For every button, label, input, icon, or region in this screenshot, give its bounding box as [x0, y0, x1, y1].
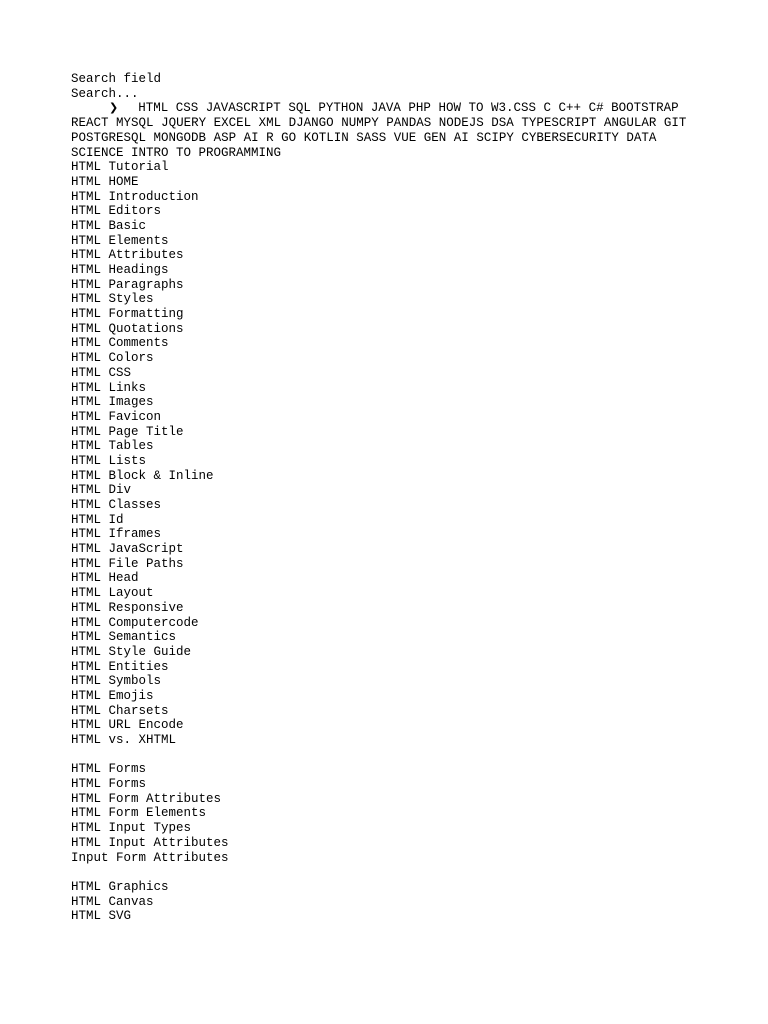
sidebar-item-html-id[interactable]: HTML Id [71, 512, 124, 527]
sidebar-item-html-formatting[interactable]: HTML Formatting [71, 307, 184, 322]
search-field-label: Search field [71, 72, 162, 86]
sidebar-item-html-elements[interactable]: HTML Elements [71, 233, 169, 248]
sidebar-section-tutorial [71, 160, 701, 748]
section-heading-tutorial: HTML Tutorial [71, 160, 169, 175]
nav-link-cybersecurity[interactable]: CYBERSECURITY [521, 130, 619, 145]
spacer [71, 865, 701, 880]
nav-link-typescript[interactable]: TYPESCRIPT [521, 116, 597, 131]
sidebar-item-html-vs-xhtml[interactable]: HTML vs. XHTML [71, 733, 177, 748]
sidebar-item-html-emojis[interactable]: HTML Emojis [71, 688, 154, 703]
nav-link-mysql[interactable]: MYSQL [116, 116, 154, 131]
nav-link-react[interactable]: REACT [71, 116, 109, 131]
nav-link-dsa[interactable]: DSA [491, 116, 514, 131]
sidebar-item-html-tables[interactable]: HTML Tables [71, 439, 154, 454]
nav-link-sql[interactable]: SQL [288, 101, 311, 116]
nav-link-w3-css[interactable]: W3.CSS [490, 101, 536, 116]
nav-link-postgresql[interactable]: POSTGRESQL [71, 130, 147, 145]
nav-link-php[interactable]: PHP [408, 101, 431, 116]
nav-link-angular[interactable]: ANGULAR [603, 116, 657, 131]
sidebar-section-forms [71, 762, 701, 865]
sidebar-item-html-symbols[interactable]: HTML Symbols [71, 674, 162, 689]
nav-link-data-science[interactable]: DATA SCIENCE [71, 130, 657, 160]
sidebar-item-html-charsets[interactable]: HTML Charsets [71, 703, 169, 718]
nav-link-bootstrap[interactable]: BOOTSTRAP [611, 101, 679, 116]
sidebar-item-html-quotations[interactable]: HTML Quotations [71, 321, 184, 336]
nav-link-vue[interactable]: VUE [393, 130, 417, 145]
sidebar-item-html-input-attributes[interactable]: HTML Input Attributes [71, 835, 229, 850]
sidebar-item-html-home[interactable]: HTML HOME [71, 174, 139, 189]
tutorial-list [71, 175, 701, 748]
nav-link-javascript[interactable]: JAVASCRIPT [205, 101, 281, 116]
nav-link-how-to[interactable]: HOW TO [438, 101, 484, 116]
nav-link-nodejs[interactable]: NODEJS [438, 116, 484, 131]
sidebar-item-html-responsive[interactable]: HTML Responsive [71, 600, 184, 615]
sidebar-item-input-form-attributes[interactable]: Input Form Attributes [71, 850, 229, 865]
page-content [71, 72, 701, 924]
nav-link-scipy[interactable]: SCIPY [476, 130, 514, 145]
sidebar-item-html-lists[interactable]: HTML Lists [71, 453, 147, 468]
chevron-right-icon[interactable]: ❯ [109, 101, 119, 115]
sidebar-item-html-file-paths[interactable]: HTML File Paths [71, 556, 184, 571]
sidebar-item-html-form-attributes[interactable]: HTML Form Attributes [71, 791, 222, 806]
sidebar-item-html-basic[interactable]: HTML Basic [71, 218, 147, 233]
sidebar-item-html-forms[interactable]: HTML Forms [71, 777, 147, 792]
top-navigation [71, 101, 701, 160]
sidebar-item-html-url-encode[interactable]: HTML URL Encode [71, 718, 184, 733]
sidebar-item-html-div[interactable]: HTML Div [71, 483, 132, 498]
nav-link-go[interactable]: GO [281, 130, 297, 145]
sidebar-item-html-colors[interactable]: HTML Colors [71, 351, 154, 366]
sidebar-item-html-form-elements[interactable]: HTML Form Elements [71, 806, 207, 821]
forms-list [71, 777, 701, 865]
sidebar-item-html-css[interactable]: HTML CSS [71, 365, 132, 380]
spacer [71, 748, 701, 763]
sidebar-item-html-page-title[interactable]: HTML Page Title [71, 424, 184, 439]
sidebar-item-html-introduction[interactable]: HTML Introduction [71, 189, 199, 204]
sidebar-item-html-favicon[interactable]: HTML Favicon [71, 409, 162, 424]
sidebar-item-html-layout[interactable]: HTML Layout [71, 586, 154, 601]
section-heading-graphics: HTML Graphics [71, 879, 169, 894]
sidebar-item-html-style-guide[interactable]: HTML Style Guide [71, 644, 192, 659]
sidebar-item-html-block-and-inline[interactable]: HTML Block & Inline [71, 468, 214, 483]
nav-link-gen-ai[interactable]: GEN AI [423, 130, 469, 145]
sidebar-item-html-images[interactable]: HTML Images [71, 395, 154, 410]
nav-link-html[interactable]: HTML [138, 101, 169, 116]
sidebar-item-html-headings[interactable]: HTML Headings [71, 263, 169, 278]
sidebar-item-html-links[interactable]: HTML Links [71, 380, 147, 395]
nav-link-sass[interactable]: SASS [356, 130, 387, 145]
nav-link-c[interactable]: C++ [558, 101, 582, 116]
sidebar-item-html-iframes[interactable]: HTML Iframes [71, 527, 162, 542]
sidebar-item-html-comments[interactable]: HTML Comments [71, 336, 169, 351]
nav-link-pandas[interactable]: PANDAS [386, 116, 432, 131]
section-heading-forms: HTML Forms [71, 762, 147, 777]
nav-link-mongodb[interactable]: MONGODB [153, 130, 207, 145]
sidebar-item-html-computercode[interactable]: HTML Computercode [71, 615, 199, 630]
nav-link-django[interactable]: DJANGO [288, 116, 334, 131]
sidebar-item-html-semantics[interactable]: HTML Semantics [71, 630, 177, 645]
sidebar-item-html-styles[interactable]: HTML Styles [71, 292, 154, 307]
nav-link-c[interactable]: C# [588, 101, 604, 116]
sidebar-item-html-editors[interactable]: HTML Editors [71, 204, 162, 219]
graphics-list [71, 895, 701, 924]
nav-link-asp[interactable]: ASP [213, 130, 237, 145]
sidebar-item-html-canvas[interactable]: HTML Canvas [71, 894, 154, 909]
nav-link-kotlin[interactable]: KOTLIN [303, 130, 349, 145]
sidebar-section-graphics [71, 880, 701, 924]
sidebar-item-html-svg[interactable]: HTML SVG [71, 909, 132, 924]
nav-link-numpy[interactable]: NUMPY [341, 116, 379, 131]
nav-link-jquery[interactable]: JQUERY [161, 116, 207, 131]
nav-link-css[interactable]: CSS [175, 101, 199, 116]
nav-link-git[interactable]: GIT [663, 116, 687, 131]
sidebar-item-html-attributes[interactable]: HTML Attributes [71, 248, 184, 263]
search-input[interactable] [71, 87, 371, 102]
sidebar-item-html-head[interactable]: HTML Head [71, 571, 139, 586]
sidebar-item-html-input-types[interactable]: HTML Input Types [71, 821, 192, 836]
sidebar-item-html-javascript[interactable]: HTML JavaScript [71, 542, 184, 557]
sidebar-item-html-classes[interactable]: HTML Classes [71, 498, 162, 513]
nav-link-intro-to-programming[interactable]: INTRO TO PROGRAMMING [131, 145, 282, 160]
nav-link-ai[interactable]: AI [243, 130, 259, 145]
nav-link-xml[interactable]: XML [258, 116, 282, 131]
nav-link-c[interactable]: C [543, 101, 552, 116]
nav-link-excel[interactable]: EXCEL [213, 116, 252, 131]
nav-link-r[interactable]: R [266, 130, 274, 145]
nav-link-java[interactable]: JAVA [370, 101, 401, 116]
sidebar-item-html-entities[interactable]: HTML Entities [71, 659, 169, 674]
nav-link-python[interactable]: PYTHON [318, 101, 364, 116]
sidebar-item-html-paragraphs[interactable]: HTML Paragraphs [71, 277, 184, 292]
